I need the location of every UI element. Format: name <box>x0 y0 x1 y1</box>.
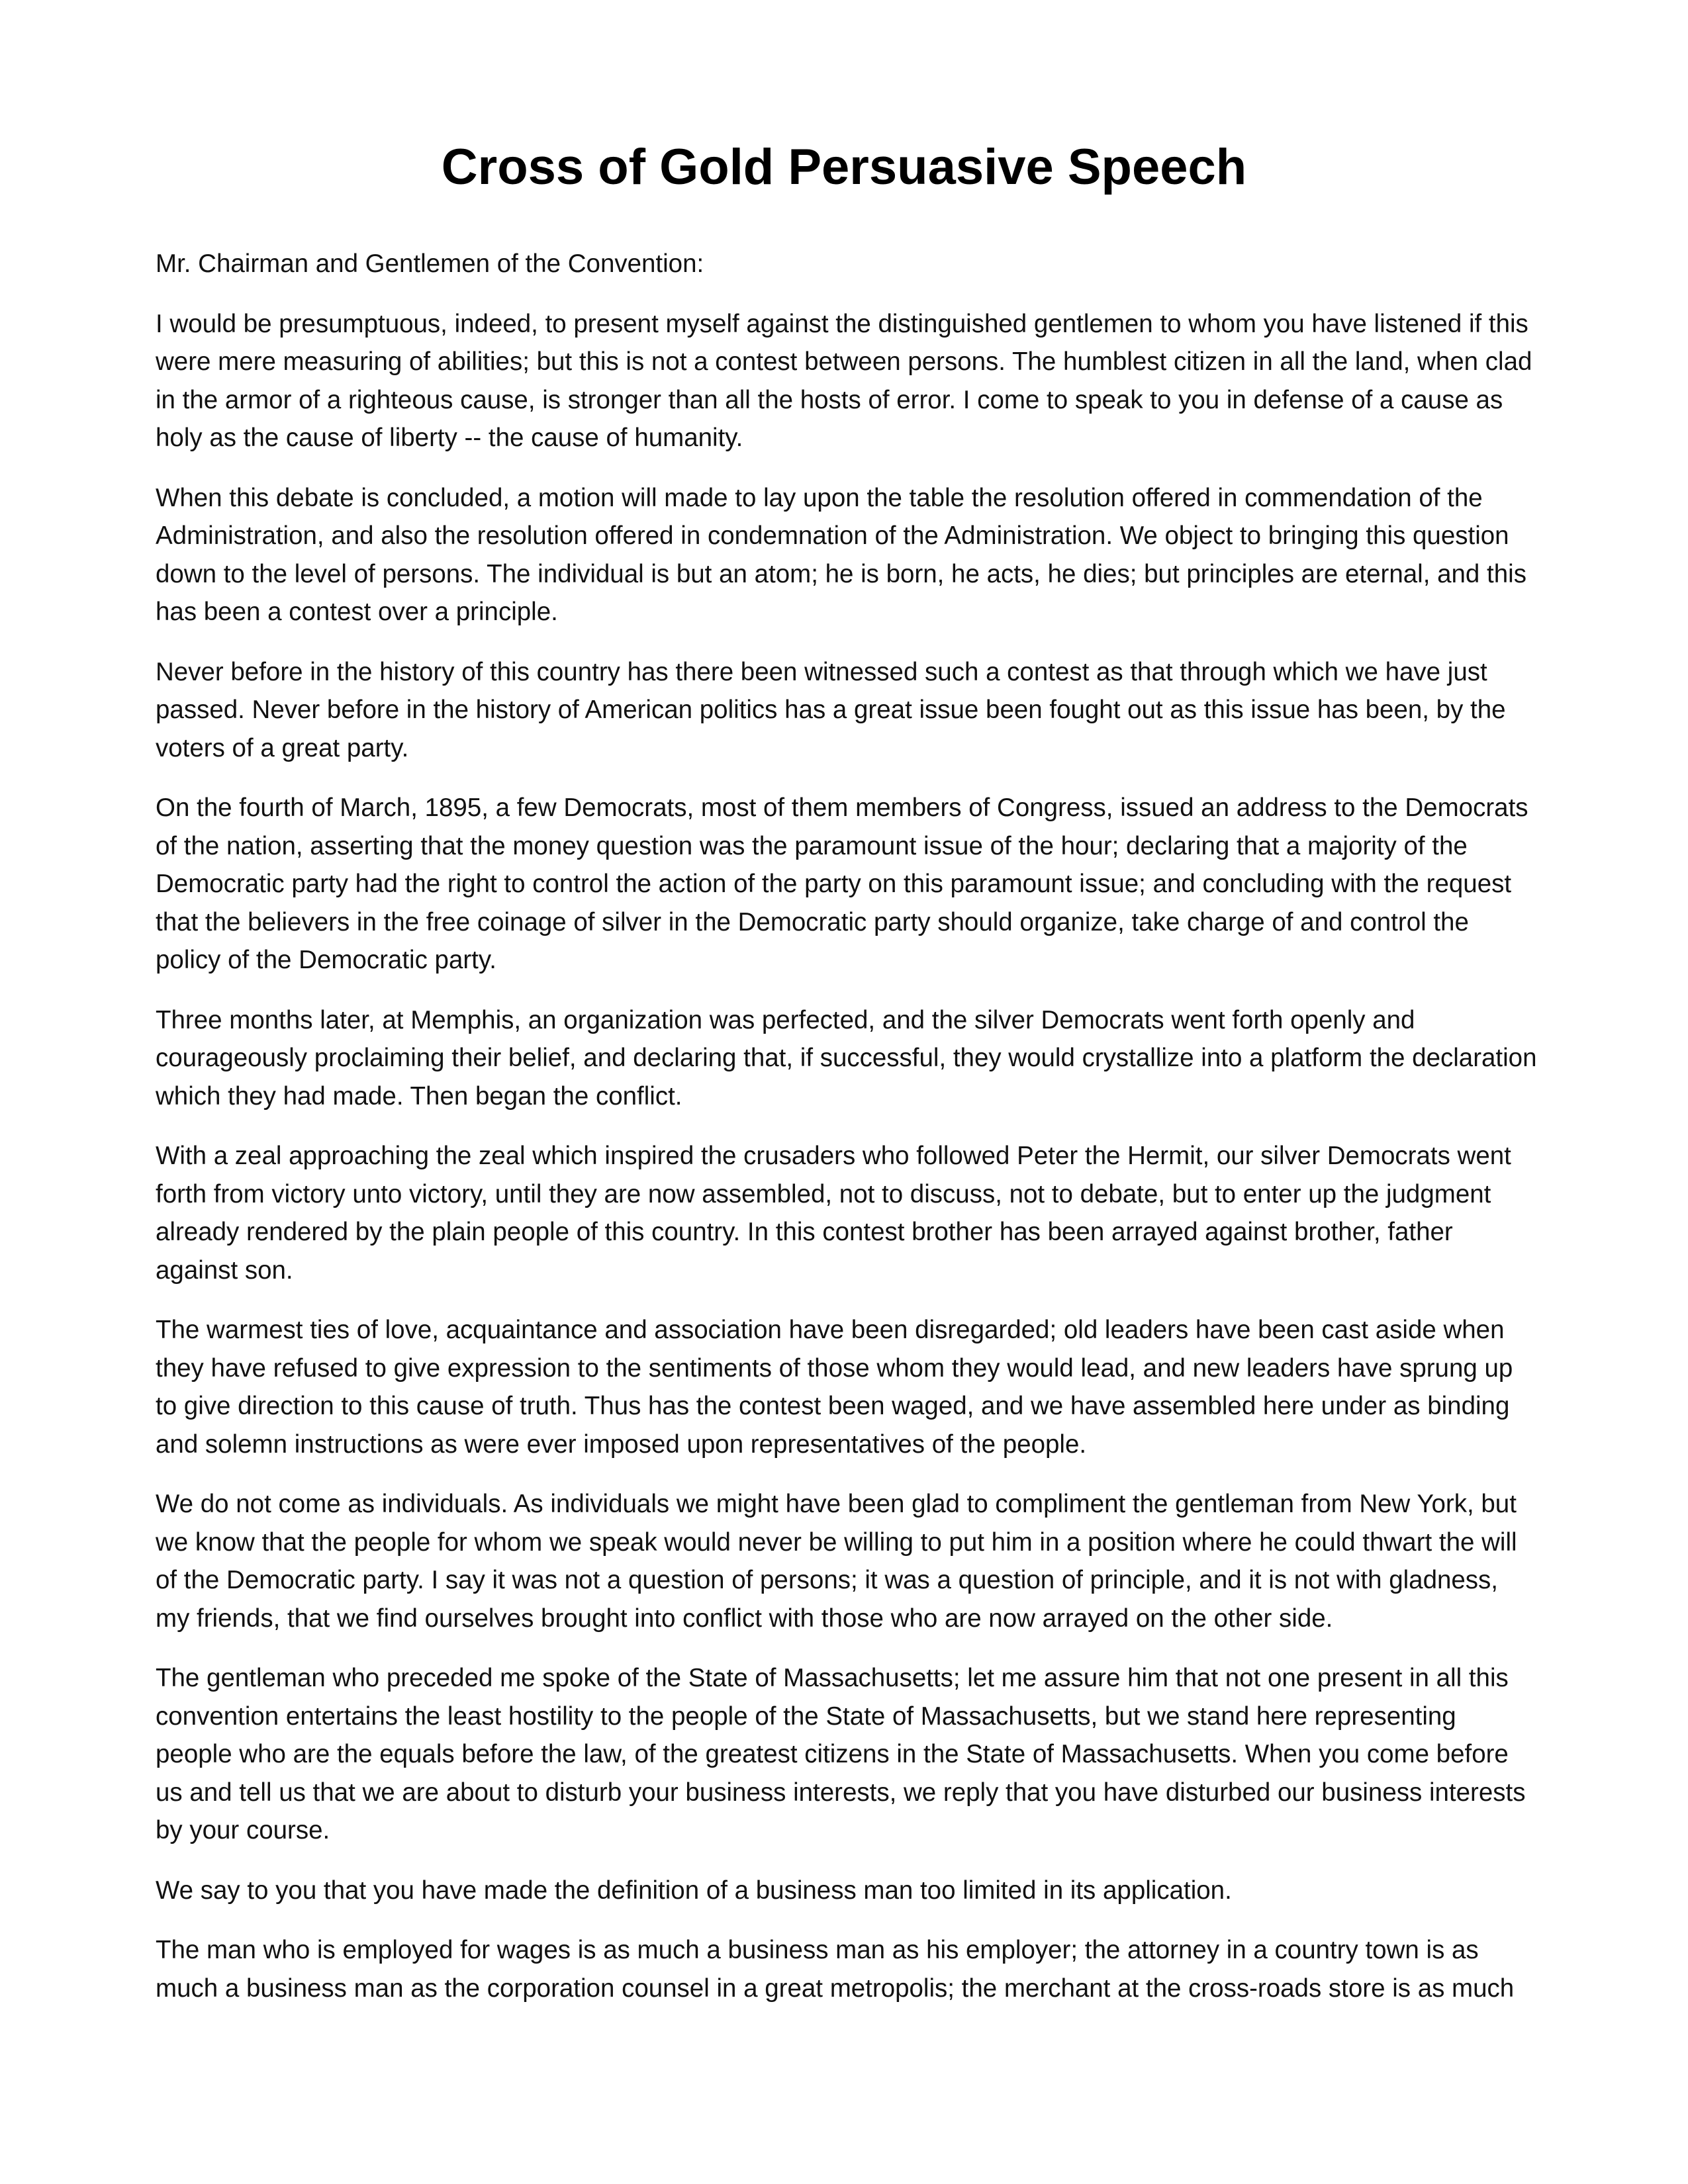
paragraph: With a zeal approaching the zeal which inspired the crusaders who followed Peter the Hermit, our silver Democrats went forth from victory unto victory, until they are now assembled, not to discuss, not to debate, but to enter up the judgment already rendered by the plain people of this country. In this contest brother has been arrayed against brother, father against son. <box>156 1142 1511 1285</box>
paragraph: I would be presumptuous, indeed, to present myself against the distinguished gentlemen to whom you have listened if this were mere measuring of abilities; but this is not a contest between persons. The humblest citizen in all the land, when clad in the armor of a righteous cause, is stronger than all the hosts of error. I come to speak to you in defense of a cause as holy as the cause of liberty -- the cause of humanity. <box>156 309 1532 452</box>
paragraph: We say to you that you have made the definition of a business man too limited in its application. <box>156 1876 1232 1905</box>
paragraph: Three months later, at Memphis, an organization was perfected, and the silver Democrats went forth openly and courageously proclaiming their belief, and declaring that, if successful, they would crystallize into a platform the declaration which they had made. Then began the conflict. <box>156 1005 1537 1111</box>
paragraph: We do not come as individuals. As individuals we might have been glad to compliment the gentleman from New York, but we know that the people for whom we speak would never be willing to put him in a position where he could thwart the will of the Democratic party. I say it was not a question of persons; it was a question of principle, and it is not with gladness, my friends, that we find ourselves brought into conflict with those who are now arrayed on the other side. <box>156 1490 1517 1633</box>
paragraph: The gentleman who preceded me spoke of the State of Massachusetts; let me assure him that not one present in all this convention entertains the least hostility to the people of the State of Massachusetts, but we stand here representing people who are the equals before the law, of the greatest citizens in the State of Massachusetts. When you come before us and tell us that we are about to disturb your business interests, we reply that you have disturbed our business interests by your course. <box>156 1664 1526 1844</box>
paragraph-salutation: Mr. Chairman and Gentlemen of the Convention: <box>156 250 704 278</box>
paragraph: The warmest ties of love, acquaintance and association have been disregarded; old leaders have been cast aside when they have refused to give expression to the sentiments of those whom they would lead, and new leaders have sprung up to give direction to this cause of truth. Thus has the contest been waged, and we have assembled here under as binding and solemn instructions as were ever imposed upon representatives of the people. <box>156 1316 1513 1459</box>
paragraph: The man who is employed for wages is as much a business man as his employer; the attorney in a country town is as much a business man as the corporation counsel in a great metropolis; the merchant at the cross-roads store is as much <box>156 1936 1515 2003</box>
document-body <box>156 245 1539 2029</box>
paragraph: On the fourth of March, 1895, a few Democrats, most of them members of Congress, issued an address to the Democrats of the nation, asserting that the money question was the paramount issue of the hour; declaring that a majority of the Democratic party had the right to control the action of the party on this paramount issue; and concluding with the request that the believers in the free coinage of silver in the Democratic party should organize, take charge of and control the policy of the Democratic party. <box>156 794 1528 974</box>
document-title: Cross of Gold Persuasive Speech <box>441 139 1247 195</box>
paragraph: When this debate is concluded, a motion will made to lay upon the table the resolution offered in commendation of the Administration, and also the resolution offered in condemnation of the Administration. We object to bringing this question down to the level of persons. The individual is but an atom; he is born, he acts, he dies; but principles are eternal, and this has been a contest over a principle. <box>156 483 1526 626</box>
paragraph: Never before in the history of this country has there been witnessed such a contest as that through which we have just passed. Never before in the history of American politics has a great issue been fought out as this issue has been, by the voters of a great party. <box>156 657 1506 762</box>
